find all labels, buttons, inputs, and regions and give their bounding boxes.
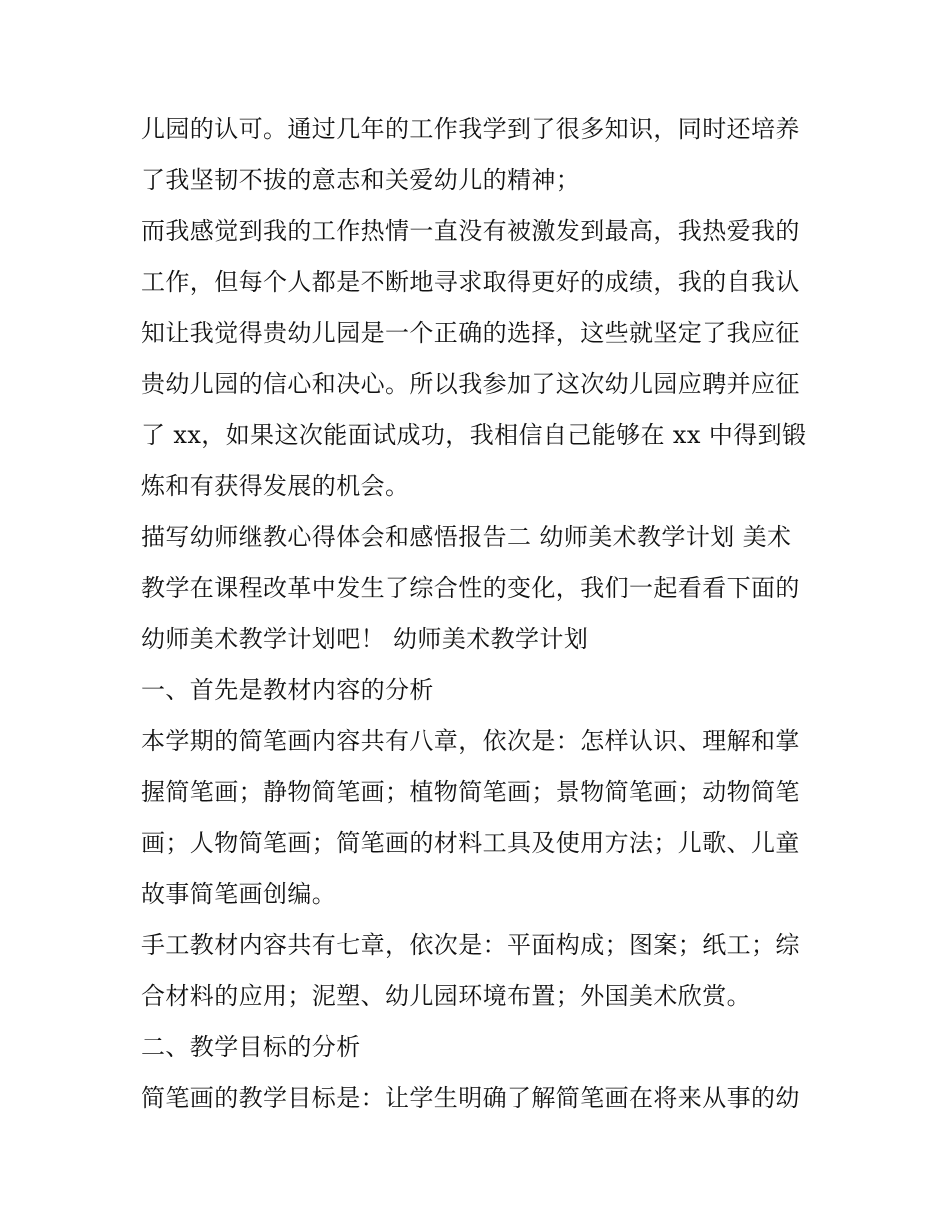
text-line: 合材料的应用；泥塑、幼儿园环境布置；外国美术欣赏。 xyxy=(141,982,751,1010)
text-line: 了 xx，如果这次能面试成功，我相信自己能够在 xx 中得到锻 xyxy=(141,421,807,449)
text-line: 知让我觉得贵幼儿园是一个正确的选择，这些就坚定了我应征 xyxy=(141,319,800,347)
text-line: 描写幼师继教心得体会和感悟报告二 幼师美术教学计划 美术 xyxy=(141,523,792,551)
section-heading: 一、首先是教材内容的分析 xyxy=(141,676,434,704)
text-line: 手工教材内容共有七章，依次是：平面构成；图案；纸工；综 xyxy=(141,931,800,959)
text-line: 简笔画的教学目标是：让学生明确了解简笔画在将来从事的幼 xyxy=(141,1084,800,1112)
text-line: 故事简笔画创编。 xyxy=(141,880,337,908)
text-line: 画；人物简笔画；简笔画的材料工具及使用方法；儿歌、儿童 xyxy=(141,829,800,857)
section-heading: 二、教学目标的分析 xyxy=(141,1033,361,1061)
text-line: 握简笔画；静物简笔画；植物简笔画；景物简笔画；动物简笔 xyxy=(141,778,800,806)
text-line: 教学在课程改革中发生了综合性的变化，我们一起看看下面的 xyxy=(141,574,800,602)
text-line: 炼和有获得发展的机会。 xyxy=(141,472,410,500)
text-line: 而我感觉到我的工作热情一直没有被激发到最高，我热爱我的 xyxy=(141,217,800,245)
document-body xyxy=(141,104,813,1124)
text-line: 儿园的认可。通过几年的工作我学到了很多知识，同时还培养 xyxy=(141,115,800,143)
text-line: 了我坚韧不拔的意志和关爱幼儿的精神； xyxy=(141,166,581,194)
text-line: 本学期的简笔画内容共有八章，依次是：怎样认识、理解和掌 xyxy=(141,727,800,755)
text-line: 幼师美术教学计划吧！ 幼师美术教学计划 xyxy=(141,625,589,653)
text-line: 贵幼儿园的信心和决心。所以我参加了这次幼儿园应聘并应征 xyxy=(141,370,800,398)
text-line: 工作，但每个人都是不断地寻求取得更好的成绩，我的自我认 xyxy=(141,268,800,296)
